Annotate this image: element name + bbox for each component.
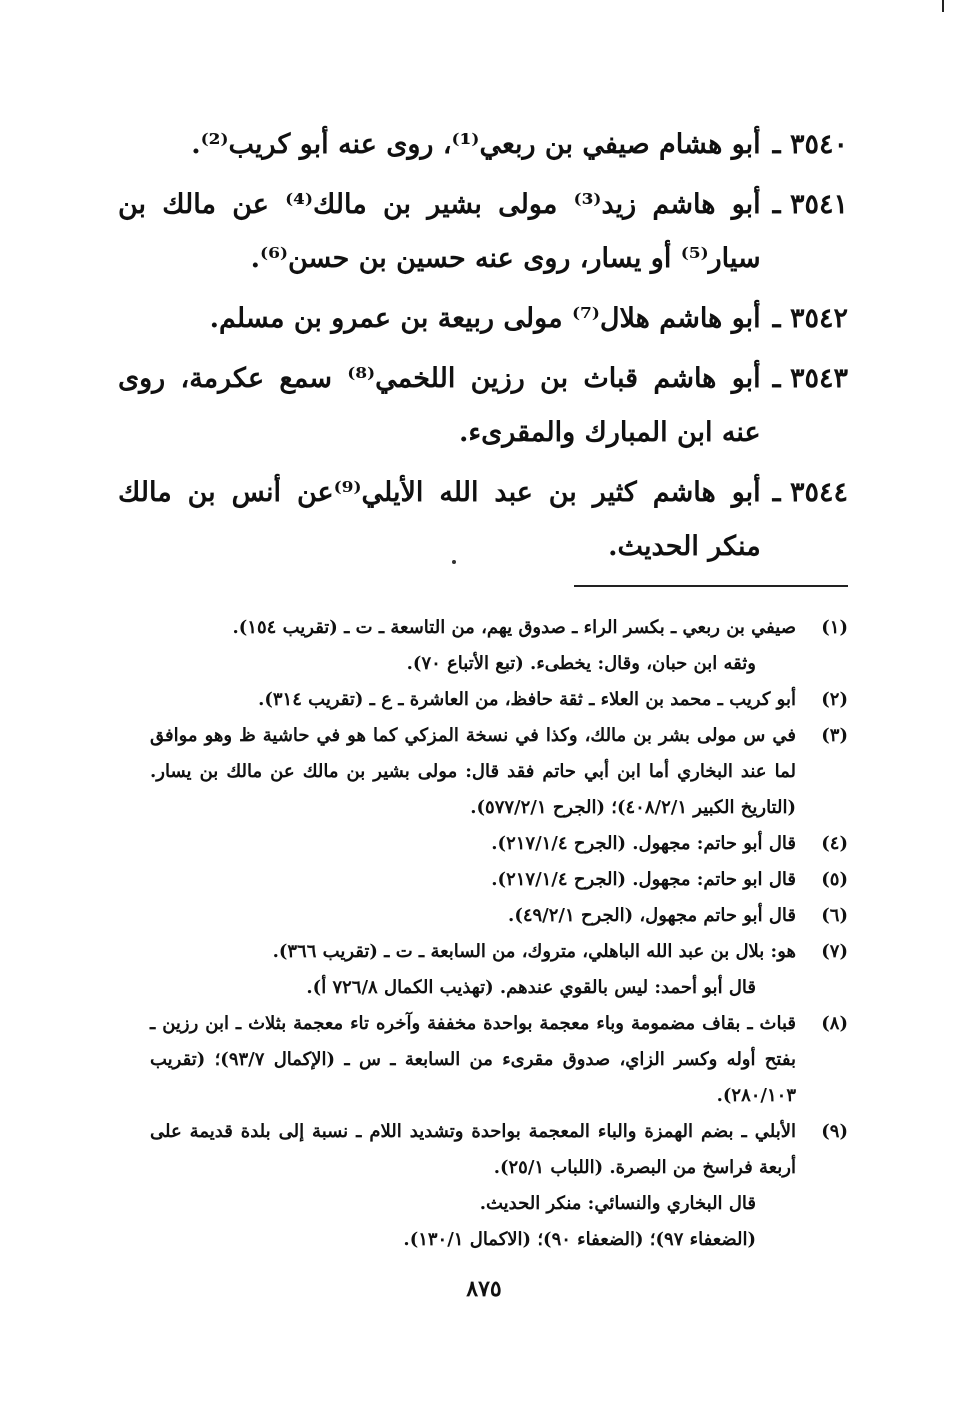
footnote-number: (٨): [821, 1013, 848, 1034]
entry-number: ٣٥٤٢ ـ: [772, 303, 848, 334]
footnote-number: (٢): [821, 689, 848, 710]
entry-text: أبو هاشم كثير بن عبد الله الأيلي⁽⁹⁾عن أنس بن مالك منكر الحديث.: [118, 477, 761, 562]
entry-text: أبو هاشم زيد⁽³⁾ مولى بشير بن مالك⁽⁴⁾ عن مالك بن سيار⁽⁵⁾ أو يسار، روى عنه حسين بن حسن⁽⁶⁾.: [118, 189, 761, 274]
entry-number: ٣٥٤١ ـ: [772, 189, 848, 220]
entry-3542: [118, 292, 848, 346]
footnote-text: [150, 718, 796, 826]
entry-3541: [118, 178, 848, 286]
footnote-line: أبو كريب ـ محمد بن العلاء ـ ثقة حافظ، من العاشرة ـ ع ـ (تقريب ٣١٤).: [258, 689, 796, 710]
footnote-line: قال أبو حاتم مجهول، (الجرح ٤٩/٢/١).: [508, 905, 796, 926]
stray-dot: [452, 560, 456, 564]
footnote-number: (٥): [821, 869, 848, 890]
footnote-text: [150, 1114, 796, 1258]
footnote-number: (٣): [821, 725, 848, 746]
footnote-line: قال ابو حاتم: مجهول. (الجرح ٢١٧/١/٤).: [491, 869, 796, 890]
footnote-line: (الضعفاء ٩٧)؛ (الضعفاء ٩٠)؛ (الاكمال ١٣٠/١).: [403, 1229, 756, 1250]
footnote-1: [150, 610, 848, 682]
corner-mark: [942, 0, 944, 12]
footnote-6: [150, 898, 848, 934]
footnote-number: (٩): [821, 1121, 848, 1142]
footnote-text: [150, 682, 796, 718]
footnote-7: [150, 934, 848, 1006]
entry-3543: [118, 352, 848, 460]
footnote-number: (٤): [821, 833, 848, 854]
footnote-5: [150, 862, 848, 898]
entry-3540: [118, 118, 848, 172]
footnote-text: [150, 610, 796, 682]
footnote-line: قال أبو حاتم: مجهول. (الجرح ٢١٧/١/٤).: [491, 833, 796, 854]
footnote-4: [150, 826, 848, 862]
entries-list: [118, 118, 848, 574]
footnote-line: في س مولى بشر بن مالك، وكذا في نسخة المزكي كما هو في حاشية ظ وهو موافق لما عند البخاري أما ابن أبي حاتم فقد قال: مولى بشير بن مالك عن مالك بن يسار. (التاريخ الكبير ٤٠٨/٢/١)؛ (الجرح ٥٧٧/٢/١).: [150, 725, 796, 818]
footnote-separator: [574, 585, 848, 587]
footnote-text: [150, 826, 796, 862]
entry-text: أبو هاشم هلال⁽⁷⁾ مولى ربيعة بن عمرو بن مسلم.: [209, 303, 761, 334]
footnotes-list: [150, 610, 848, 1258]
entry-3544: [118, 466, 848, 574]
entry-number: ٣٥٤٣ ـ: [772, 363, 848, 394]
footnote-number: (٦): [821, 905, 848, 926]
footnote-line: وثقه ابن حبان، وقال: يخطىء. (تبع الأتباع ٧٠).: [406, 653, 756, 674]
footnote-text: [150, 862, 796, 898]
footnote-number: (٧): [821, 941, 848, 962]
footnote-text: [150, 898, 796, 934]
page-number: ٨٧٥: [466, 1276, 502, 1302]
footnote-text: [150, 934, 796, 1006]
footnote-line: هو: بلال بن عبد الله الباهلي، متروك، من السابعة ـ ت ـ (تقريب ٣٦٦).: [272, 941, 796, 962]
entry-text: أبو هاشم قباث بن رزين اللخمي⁽⁸⁾ سمع عكرمة، روى عنه ابن المبارك والمقرىء.: [118, 363, 761, 448]
entry-text: أبو هشام صيفي بن ربعي⁽¹⁾، روى عنه أبو كريب⁽²⁾.: [191, 129, 761, 160]
entry-number: ٣٥٤٠ ـ: [772, 129, 848, 160]
footnote-text: [150, 1006, 796, 1114]
footnote-line: قال البخاري والنسائي: منكر الحديث.: [479, 1193, 756, 1214]
footnote-line: قباث ـ بقاف مضمومة وباء معجمة بواحدة مخففة وآخره تاء معجمة بثلاث ـ ابن رزين ـ بفتح أوله وكسر الزاي، صدوق مقرىء من السابعة ـ س ـ (الإكمال ٩٣/٧)؛ (تقريب ٢٨٠/١٠٣).: [150, 1013, 796, 1106]
footnote-line: صيفي بن ربعي ـ بكسر الراء ـ صدوق يهم، من التاسعة ـ ت ـ (تقريب ١٥٤).: [232, 617, 796, 638]
footnote-line: الأبلي ـ بضم الهمزة والباء المعجمة بواحدة وتشديد اللام ـ نسبة إلى بلدة قديمة على أربعة فراسخ من البصرة. (اللباب ٢٥/١).: [150, 1121, 796, 1178]
entry-number: ٣٥٤٤ ـ: [772, 477, 848, 508]
footnote-line: قال أبو أحمد: ليس بالقوي عندهم. (تهذيب الكمال ٧٢٦/٨ أ).: [306, 977, 756, 998]
footnote-8: [150, 1006, 848, 1114]
footnote-3: [150, 718, 848, 826]
footnote-2: [150, 682, 848, 718]
footnote-9: [150, 1114, 848, 1258]
footnote-number: (١): [821, 617, 848, 638]
